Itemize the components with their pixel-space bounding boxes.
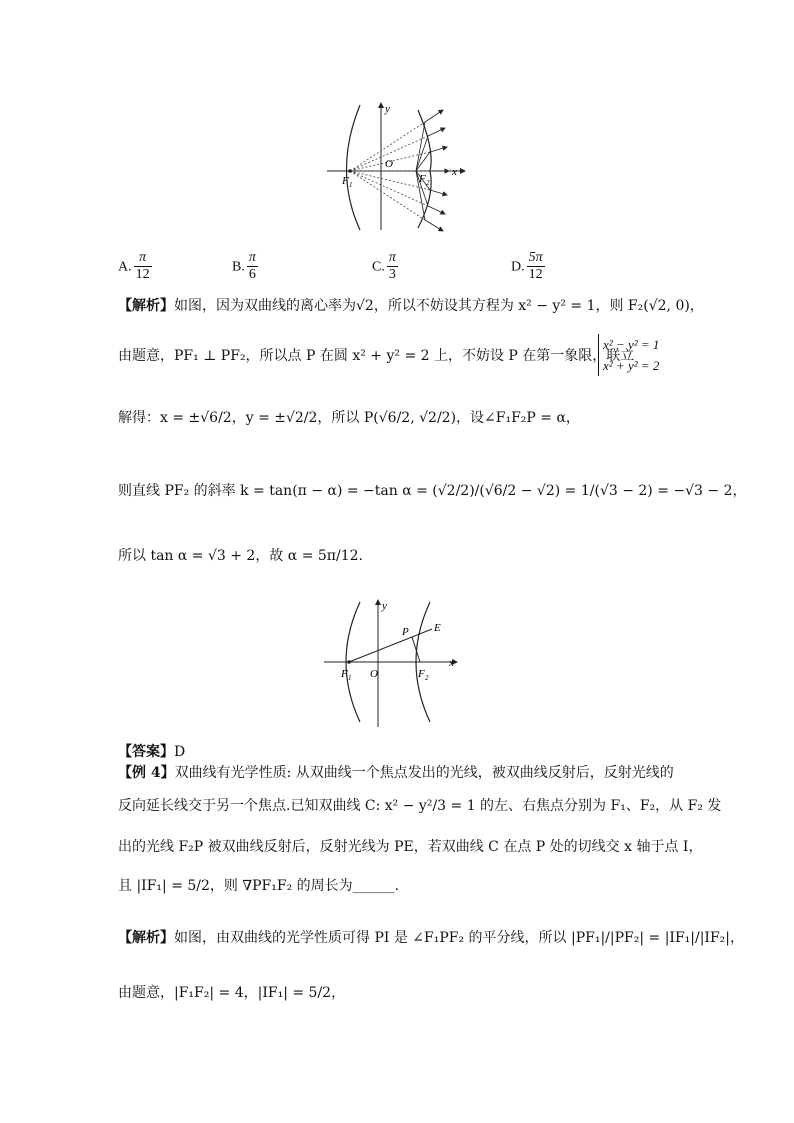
solution-text: 由题意，|F₁F₂| = 4，|IF₁| = 5/2，	[118, 985, 346, 1001]
example-text: 反向延长线交于另一个焦点.已知双曲线 C: x² − y²/3 = 1 的左、右焦点分别为 F₁、F₂，从 F₂ 发	[118, 798, 722, 814]
x-axis-label: x	[449, 657, 454, 669]
choice-c	[372, 250, 400, 283]
figure-hyperbola-reflection	[325, 100, 475, 235]
solution-text: 如图，由双曲线的光学性质可得 PI 是 ∠F₁PF₂ 的平分线，所以 |PF₁|/|PF₂| = |IF₁|/|IF₂|，	[174, 930, 745, 946]
example-tag: 【例 4】	[118, 765, 175, 781]
choice-letter: C.	[372, 259, 385, 275]
example-text: 出的光线 F₂P 被双曲线反射后，反射光线为 PE，若双曲线 C 在点 P 处的切线交 x 轴于点 I，	[118, 839, 703, 855]
origin-label: O	[370, 668, 378, 680]
fraction-numerator: π	[134, 250, 152, 267]
f2-subscript: 2	[426, 179, 430, 187]
fraction-denominator: 12	[528, 267, 543, 282]
fraction-numerator: 5π	[528, 250, 543, 265]
example-text: 且 |IF₁| = 5/2，则 ∇PF₁F₂ 的周长为______.	[118, 878, 400, 894]
solution-text: 如图，因为双曲线的离心率为√2，所以不妨设其方程为 x² − y² = 1，则 F₂(√2, 0)，	[174, 298, 704, 314]
choice-letter: A.	[118, 259, 132, 275]
figure-hyperbola-point-p	[322, 597, 467, 732]
p-label: P	[402, 626, 409, 638]
x-axis-label: x	[452, 166, 457, 178]
fraction	[247, 250, 258, 283]
choice-letter: B.	[232, 259, 245, 275]
solution1-line5	[118, 546, 363, 566]
fraction	[134, 250, 152, 283]
answer-line	[118, 742, 185, 762]
example-text: 双曲线有光学性质: 从双曲线一个焦点发出的光线，被双曲线反射后，反射光线的	[174, 765, 674, 781]
equation-1: x² − y² = 1	[603, 337, 660, 352]
y-axis-label: y	[382, 600, 387, 612]
solution1-line3	[118, 408, 580, 428]
choice-b	[232, 250, 260, 283]
solution-text: 由题意，PF₁ ⊥ PF₂，所以点 P 在圆 x² + y² = 2 上，不妨设 P 在第一象限，联立	[118, 348, 635, 364]
answer-value: D	[174, 744, 186, 760]
solution2-line1	[118, 928, 744, 948]
solution-text: 则直线 PF₂ 的斜率 k = tan(π − α) = −tan α = (√2/2)/(√6/2 − √2) = 1/(√3 − 2) = −√3 − 2，	[118, 483, 747, 499]
f1-subscript: 1	[349, 181, 353, 189]
choice-a	[118, 250, 154, 283]
solution-text: 所以 tan α = √3 + 2，故 α = 5π/12.	[118, 548, 363, 564]
equation-2: x² + y² = 2	[603, 358, 660, 373]
solution1-line2	[118, 346, 634, 366]
example4-line2	[118, 796, 721, 816]
fraction-denominator: 12	[135, 267, 150, 282]
f1-label: F	[342, 175, 349, 187]
f1-subscript: 1	[348, 674, 352, 682]
y-axis-label: y	[385, 103, 390, 115]
solution2-line2	[118, 983, 345, 1003]
f2-label: F	[419, 173, 426, 185]
fraction-denominator: 3	[388, 267, 396, 282]
answer-tag: 【答案】	[118, 744, 174, 760]
e-label: E	[434, 622, 441, 634]
f1-label: F	[341, 668, 348, 680]
example4-line4	[118, 876, 399, 896]
fraction-denominator: 6	[248, 267, 256, 282]
f2-subscript: 2	[425, 674, 429, 682]
solution1-line1	[118, 296, 704, 316]
origin-label: O	[385, 158, 393, 170]
f2-label: F	[418, 668, 425, 680]
solution-tag: 【解析】	[118, 298, 174, 314]
choice-letter: D.	[511, 259, 525, 275]
solution-text: 解得：x = ±√6/2，y = ±√2/2，所以 P(√6/2, √2/2)，设∠F₁F₂P = α，	[118, 410, 580, 426]
equation-system	[598, 334, 659, 376]
example4-line3	[118, 837, 702, 857]
example4-line1	[118, 763, 674, 783]
solution1-line4	[118, 481, 747, 501]
choice-d	[511, 250, 547, 283]
fraction	[527, 250, 545, 283]
solution-tag: 【解析】	[118, 930, 174, 946]
fraction-numerator: π	[388, 250, 396, 265]
fraction-numerator: π	[248, 250, 256, 265]
fraction	[387, 250, 398, 283]
